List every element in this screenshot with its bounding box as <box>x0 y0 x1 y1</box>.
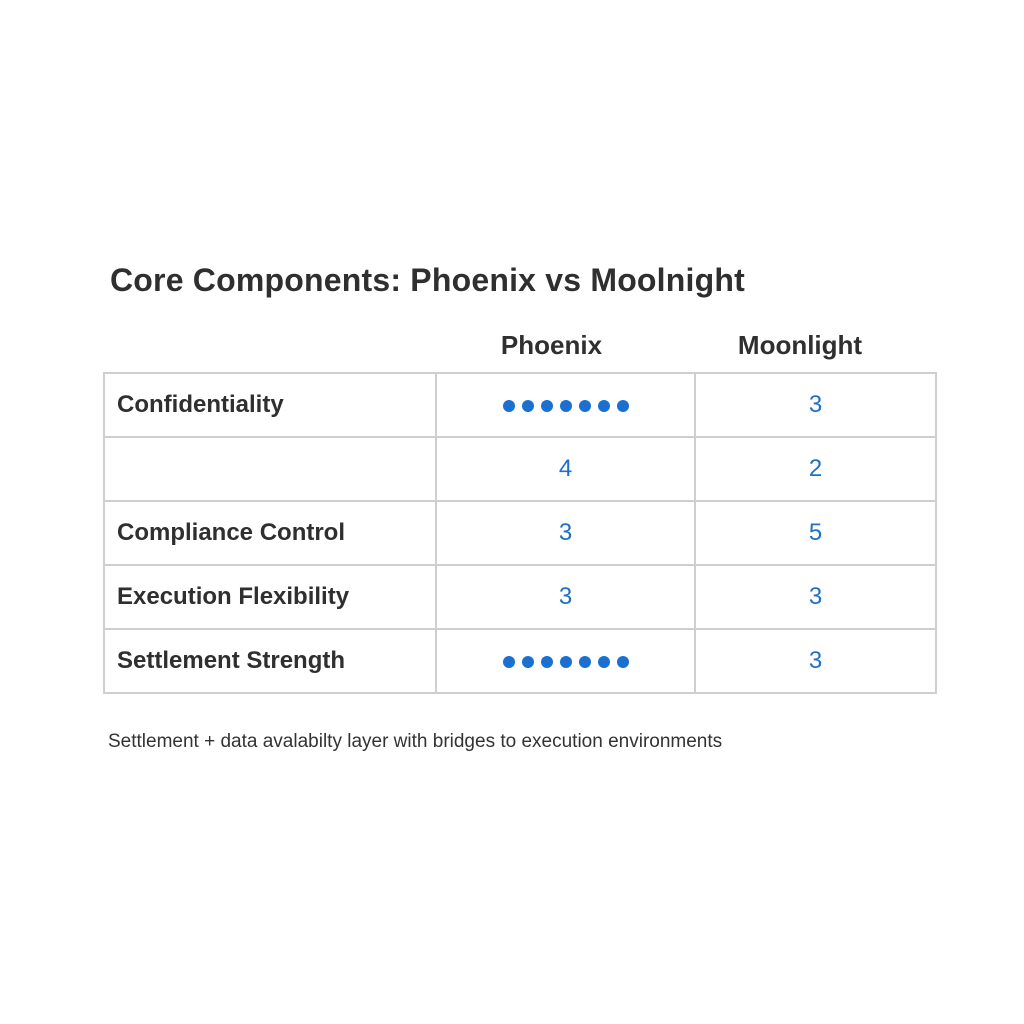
rating-dot <box>522 400 534 412</box>
rating-dot <box>617 400 629 412</box>
rating-dot <box>541 656 553 668</box>
rating-dot <box>579 656 591 668</box>
rating-dot <box>617 656 629 668</box>
page-title: Core Components: Phoenix vs Moolnight <box>110 262 745 298</box>
phoenix-cell <box>436 501 695 565</box>
row-label <box>104 437 436 501</box>
dot-rating <box>503 656 629 668</box>
row-label: Settlement Strength <box>104 629 436 693</box>
table-row <box>104 565 936 629</box>
caption-text: Settlement + data avalabilty layer with bridges to execution environments <box>108 731 723 752</box>
comparison-table <box>103 372 937 694</box>
dot-rating <box>503 400 629 412</box>
rating-dot <box>579 400 591 412</box>
phoenix-value: 4 <box>558 455 573 482</box>
rating-dot <box>598 656 610 668</box>
column-header-phoenix: Phoenix <box>500 330 603 360</box>
phoenix-value: 3 <box>558 519 573 546</box>
moonlight-value: 5 <box>695 501 936 565</box>
row-label: Compliance Control <box>104 501 436 565</box>
table-row <box>104 373 936 437</box>
phoenix-cell <box>436 629 695 693</box>
moonlight-value: 3 <box>695 629 936 693</box>
phoenix-cell <box>436 437 695 501</box>
moonlight-value: 3 <box>695 565 936 629</box>
rating-dot <box>598 400 610 412</box>
rating-dot <box>503 656 515 668</box>
phoenix-cell <box>436 373 695 437</box>
rating-dot <box>541 400 553 412</box>
table-row <box>104 437 936 501</box>
phoenix-cell <box>436 565 695 629</box>
table-row <box>104 629 936 693</box>
row-label: Confidentiality <box>104 373 436 437</box>
rating-dot <box>522 656 534 668</box>
table-row <box>104 501 936 565</box>
rating-dot <box>560 656 572 668</box>
moonlight-value: 3 <box>695 373 936 437</box>
row-label: Execution Flexibility <box>104 565 436 629</box>
phoenix-value: 3 <box>558 583 573 610</box>
rating-dot <box>560 400 572 412</box>
rating-dot <box>503 400 515 412</box>
moonlight-value: 2 <box>695 437 936 501</box>
column-header-moonlight: Moonlight <box>737 330 863 360</box>
